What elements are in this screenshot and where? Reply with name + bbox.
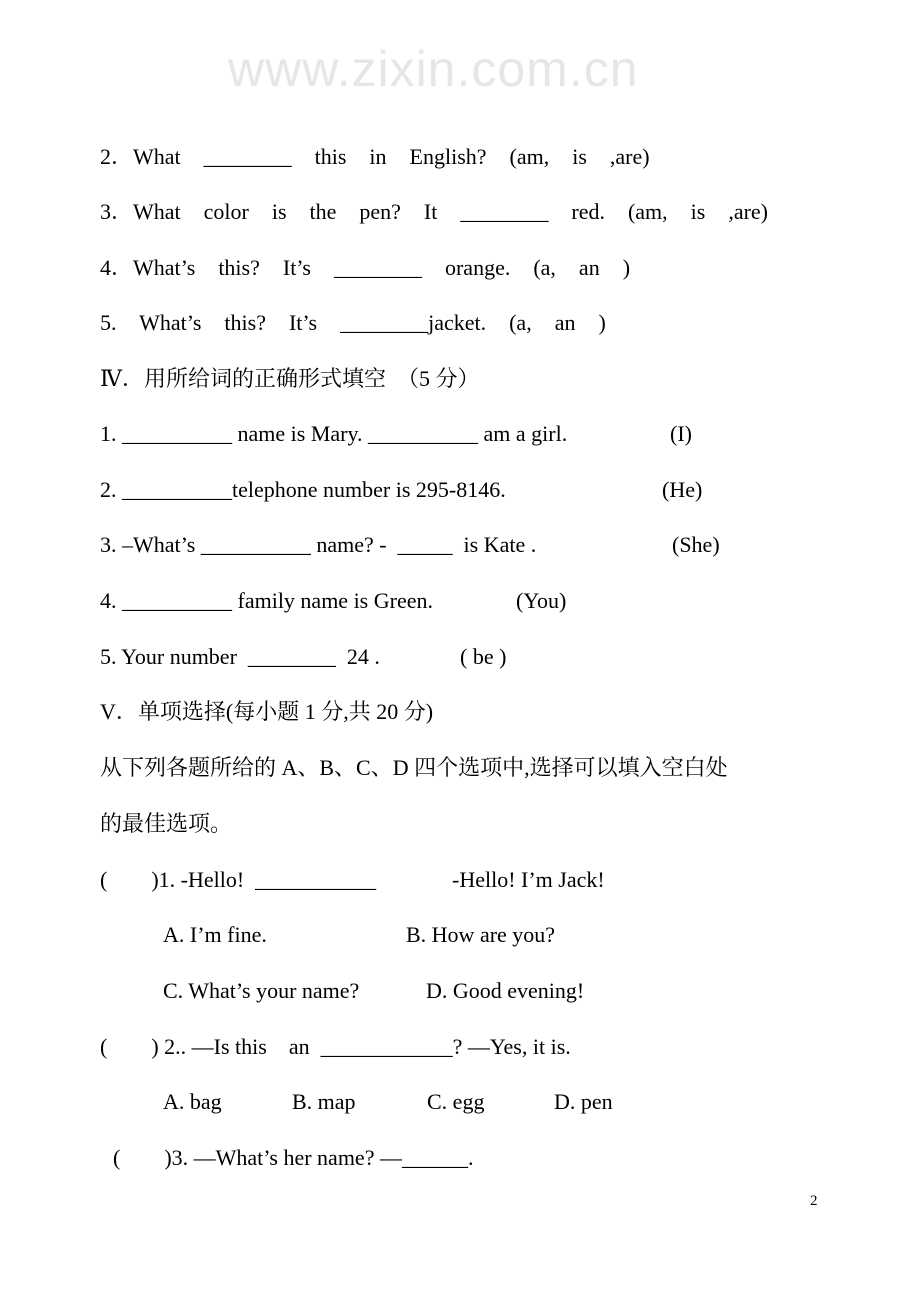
section3-item-3: 3．What color is the pen? It ________ red. (am, is ,are) xyxy=(100,199,769,224)
question-2-option-d: D. pen xyxy=(554,1089,613,1114)
section4-heading: Ⅳ．用所给词的正确形式填空 （5 分） xyxy=(100,366,480,391)
section4-item-4: 4. __________ family name is Green. xyxy=(100,588,433,613)
page-number: 2 xyxy=(810,1193,818,1209)
section4-item-3-hint: (She) xyxy=(672,532,720,557)
question-1-option-a: A. I’m fine. xyxy=(163,922,267,947)
section3-item-2: 2．What ________ this in English? (am, is ,are) xyxy=(100,144,650,169)
section4-item-2-hint: (He) xyxy=(662,477,703,502)
question-2-option-a: A. bag xyxy=(163,1089,222,1114)
question-2-stem: ( ) 2.. —Is this an ____________? —Yes, it is. xyxy=(100,1034,571,1059)
question-1-option-b: B. How are you? xyxy=(406,922,556,947)
section3-item-4: 4．What’s this? It’s ________ orange. (a, an ) xyxy=(100,255,631,280)
section5-heading: V．单项选择(每小题 1 分,共 20 分) xyxy=(100,699,434,724)
section5-instruction-cont: 的最佳选项。 xyxy=(100,811,233,836)
question-1-option-c: C. What’s your name? xyxy=(163,978,360,1003)
question-1-option-d: D. Good evening! xyxy=(426,978,585,1003)
question-1-reply: -Hello! I’m Jack! xyxy=(452,867,605,892)
section4-item-5-hint: ( be ) xyxy=(460,644,507,669)
section4-item-1-hint: (I) xyxy=(670,421,692,446)
section5-instruction: 从下列各题所给的 A、B、C、D 四个选项中,选择可以填入空白处 xyxy=(100,755,728,780)
question-2-option-b: B. map xyxy=(292,1089,356,1114)
section4-item-2: 2. __________telephone number is 295-8146. xyxy=(100,477,506,502)
question-3-stem: ( )3. —What’s her name? —______. xyxy=(113,1145,474,1170)
section4-item-3: 3. –What’s __________ name? - _____ is Kate . xyxy=(100,532,537,557)
section4-item-4-hint: (You) xyxy=(516,588,567,613)
watermark: www.zixin.com.cn xyxy=(228,41,639,97)
section4-item-1: 1. __________ name is Mary. __________ am a girl. xyxy=(100,421,568,446)
section3-item-5: 5. What’s this? It’s ________jacket. (a, an ) xyxy=(100,310,606,335)
question-2-option-c: C. egg xyxy=(427,1089,485,1114)
section4-item-5: 5. Your number ________ 24 . xyxy=(100,644,380,669)
question-1-stem: ( )1. -Hello! ___________ xyxy=(100,867,377,892)
